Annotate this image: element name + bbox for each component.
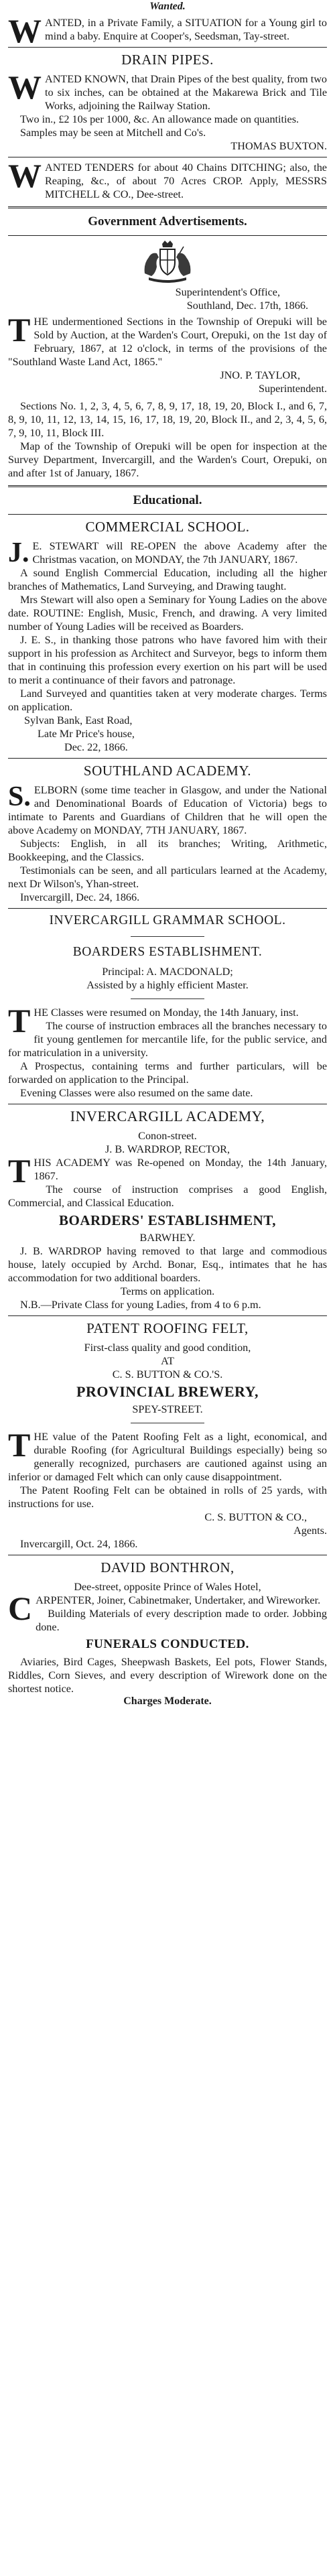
drop-cap: T [8,1152,31,1189]
address-line: Sylvan Bank, East Road, [24,714,133,726]
ad-text: Aviaries, Bird Cages, Sheepwash Baskets, Eel pots, Flower Stands, Riddles, Corn Sieves, and every description of Wirework done on the shortest notice. [8,1656,327,1695]
divider [8,206,327,208]
drop-cap: J. [8,537,29,568]
ad-text: A sound English Commercial Education, including all the higher branches of Mathematics, Land Surveying, and Drawing taught. [8,567,327,592]
drop-cap: S. [8,781,31,812]
divider [131,936,204,937]
drop-cap: W [8,68,42,106]
ad-subline: AT [161,1355,174,1367]
terms-line: Terms on application. [120,1285,215,1297]
ad-text: ELBORN (some time teacher in Glasgow, and under the National and Denominational Boards of Education of Victoria) begs to intimate to Parents and Guardians of Children that he will open the above Academy on MONDAY, 7TH JANUARY, 1867. [8,784,327,836]
ad-david-bonthron [8,1559,327,1708]
divider [8,235,327,236]
ad-invercargill-academy [8,1108,327,1311]
ad-text: HE value of the Patent Roofing Felt as a light, economical, and durable Roofing (for Agricultural Buildings especially) being so generally recognized, purchasers are cautioned against using an inferior or damaged Felt which can only cause disappointment. [8,1431,327,1483]
section-government [8,214,327,480]
signer-title: Superintendent. [258,383,327,395]
ad-text: Land Surveyed and quantities taken at very moderate charges. Terms on application. [8,688,327,713]
ad-wanted-tenders [8,157,327,201]
newspaper-column [8,0,327,2576]
ad-text: ANTED KNOWN, that Drain Pipes of the best quality, from two to six inches, can be obtained at the Makarewa Brick and Tile Works, adjoining the Railway Station. [45,73,327,112]
ad-text: Map of the Township of Orepuki will be open for inspection at the Survey Department, Invercargill, and the Warden's Court, Orepuki, on and after 1st of January, 1867. [8,440,327,479]
charges-line: Charges Moderate. [123,1695,212,1707]
street-line: Conon-street. [138,1130,197,1142]
ad-wanted-situation [8,12,327,50]
ad-text: HE Classes were resumed on Monday, the 14th January, inst. [34,1007,299,1019]
ad-text: Samples may be seen at Mitchell and Co's. [20,127,206,139]
address-line: Dee-street, opposite Prince of Wales Hotel, [74,1581,261,1593]
ad-heading: PATENT ROOFING FELT, [86,1320,249,1336]
ad-text: ANTED, in a Private Family, a SITUATION for a Young girl to mind a baby. Enquire at Cooper's, Seedsman, Tay-street. [45,17,327,42]
ad-subheading: FUNERALS CONDUCTED. [86,1637,249,1651]
date-line: Invercargill, Dec. 24, 1866. [20,891,140,903]
street-line: SPEY-STREET. [132,1403,203,1415]
ad-text: Evening Classes were also resumed on the same date. [20,1087,253,1099]
drop-cap: T [8,1426,31,1464]
divider [8,514,327,515]
ad-text: N.B.—Private Class for young Ladies, from 4 to 6 p.m. [20,1299,261,1311]
section-heading-wanted: Wanted. [149,1,186,12]
date-line: Invercargill, Oct. 24, 1866. [20,1538,138,1550]
ad-subheading: PROVINCIAL BREWERY, [76,1383,259,1400]
ad-subheading: BOARDERS ESTABLISHMENT. [72,945,263,959]
office-line: Superintendent's Office, [175,286,280,298]
section-heading: Government Advertisements. [88,214,247,229]
ad-southland-academy [8,762,327,904]
principal-line: Principal: A. MACDONALD; [102,966,233,978]
ad-text: E. STEWART will RE-OPEN the above Academy after the Christmas vacation, on MONDAY, the 7th JANUARY, 1867. [32,540,327,566]
divider [8,908,327,909]
divider [8,758,327,759]
ad-roofing-felt [8,1319,327,1551]
signer-name: JNO. P. TAYLOR, [220,369,300,381]
ad-subline: First-class quality and good condition, [84,1342,251,1354]
divider [8,1315,327,1316]
ad-subheading: BOARDERS' ESTABLISHMENT, [59,1212,276,1228]
address-line: Late Mr Price's house, [38,728,135,740]
ad-text: A Prospectus, containing terms and further particulars, will be forwarded on application to the Principal. [8,1060,327,1086]
drop-cap: W [8,12,42,50]
ad-text: Testimonials can be seen, and all particulars learned at the Academy, next Dr Wilson's, Yhan-street. [8,864,327,890]
ad-heading: DRAIN PIPES. [121,52,214,68]
ad-heading: SOUTHLAND ACADEMY. [83,763,252,779]
date-line: Dec. 22, 1866. [64,741,128,753]
ad-text: J. B. WARDROP having removed to that large and commodious house, lately occupied by Archd. Bonar, Esq., intimates that he has accommodation for two additional boarders. [8,1245,327,1284]
ad-commercial-school [8,518,327,754]
ad-signature-title: Agents. [293,1525,327,1537]
ad-text: The Patent Roofing Felt can be obtained in rolls of 25 yards, with instructions for use. [8,1484,327,1510]
drop-cap: W [8,157,42,194]
ad-heading: INVERCARGILL GRAMMAR SCHOOL. [49,913,286,927]
drop-cap: C [8,1590,33,1627]
location-line: BARWHEY. [139,1232,196,1244]
ad-grammar-school [8,912,327,1100]
coat-of-arms-icon [139,240,196,283]
ad-text: Two in., £2 10s per 1000, &c. An allowance made on quantities. [20,113,299,125]
date-line: Southland, Dec. 17th, 1866. [186,300,308,312]
ad-signature: THOMAS BUXTON. [230,140,327,152]
ad-text: The course of instruction embraces all the branches necessary to fit young gentlemen for mercantile life, for the public service, and for matriculation in a university. [8,1020,327,1059]
ad-heading: INVERCARGILL ACADEMY, [70,1108,265,1124]
ad-text: HIS ACADEMY was Re-opened on Monday, the 14th January, 1867. [34,1157,327,1182]
rector-line: J. B. WARDROP, RECTOR, [105,1143,230,1155]
ad-text: Sections No. 1, 2, 3, 4, 5, 6, 7, 8, 9, 17, 18, 19, 20, Block I., and 6, 7, 8, 9, 10, 11, 12, 13, 14, 15, 16, 17, 18, 19, 20, Block II., and 2, 3, 4, 5, 6, 7, 9, 10, 11, Block III. [8,400,327,439]
ad-drain-pipes [8,51,327,153]
drop-cap: T [8,1002,31,1039]
ad-text: The course of instruction comprises a good English, Commercial, and Classical Education. [8,1183,327,1209]
ad-text: J. E. S., in thanking those patrons who have favored him with their support in his profession as Architect and Surveyor, begs to inform them that in continuing this profession every exertion on his part will be used to merit a continuance of their favors and patronage. [8,634,327,686]
ad-text: HE undermentioned Sections in the Township of Orepuki will be Sold by Auction, at the Warden's Court, Orepuki, on the 1st day of February, 1867, at 12 o'clock, in terms of the provisions of the "Southland Waste Land Act, 1865." [8,316,327,368]
ad-text: ARPENTER, Joiner, Cabinetmaker, Undertaker, and Wireworker. [36,1594,321,1606]
ad-subline: C. S. BUTTON & CO.'S. [112,1368,223,1380]
drop-cap: T [8,311,31,348]
divider [8,47,327,48]
ad-heading: COMMERCIAL SCHOOL. [85,519,250,535]
ad-heading: DAVID BONTHRON, [100,1559,234,1575]
ad-text: Subjects: English, in all its branches; Writing, Arithmetic, Bookkeeping, and the Classics. [8,838,327,863]
divider [8,485,327,487]
ad-text: Mrs Stewart will also open a Seminary for Young Ladies on the above date. ROUTINE: English, Music, French, and drawing. A very limited number of Young Ladies will be received as Boarders. [8,594,327,633]
assistant-line: Assisted by a highly efficient Master. [86,979,249,991]
ad-signature: C. S. BUTTON & CO., [204,1511,307,1523]
ad-text: ANTED TENDERS for about 40 Chains DITCHING; also, the Reaping, &c., of about 70 Acres CROP. Apply, MESSRS MITCHELL & CO., Dee-street. [45,162,327,200]
section-heading-educational: Educational. [133,493,202,507]
ad-text: Building Materials of every description made to order. Jobbing done. [36,1608,327,1633]
